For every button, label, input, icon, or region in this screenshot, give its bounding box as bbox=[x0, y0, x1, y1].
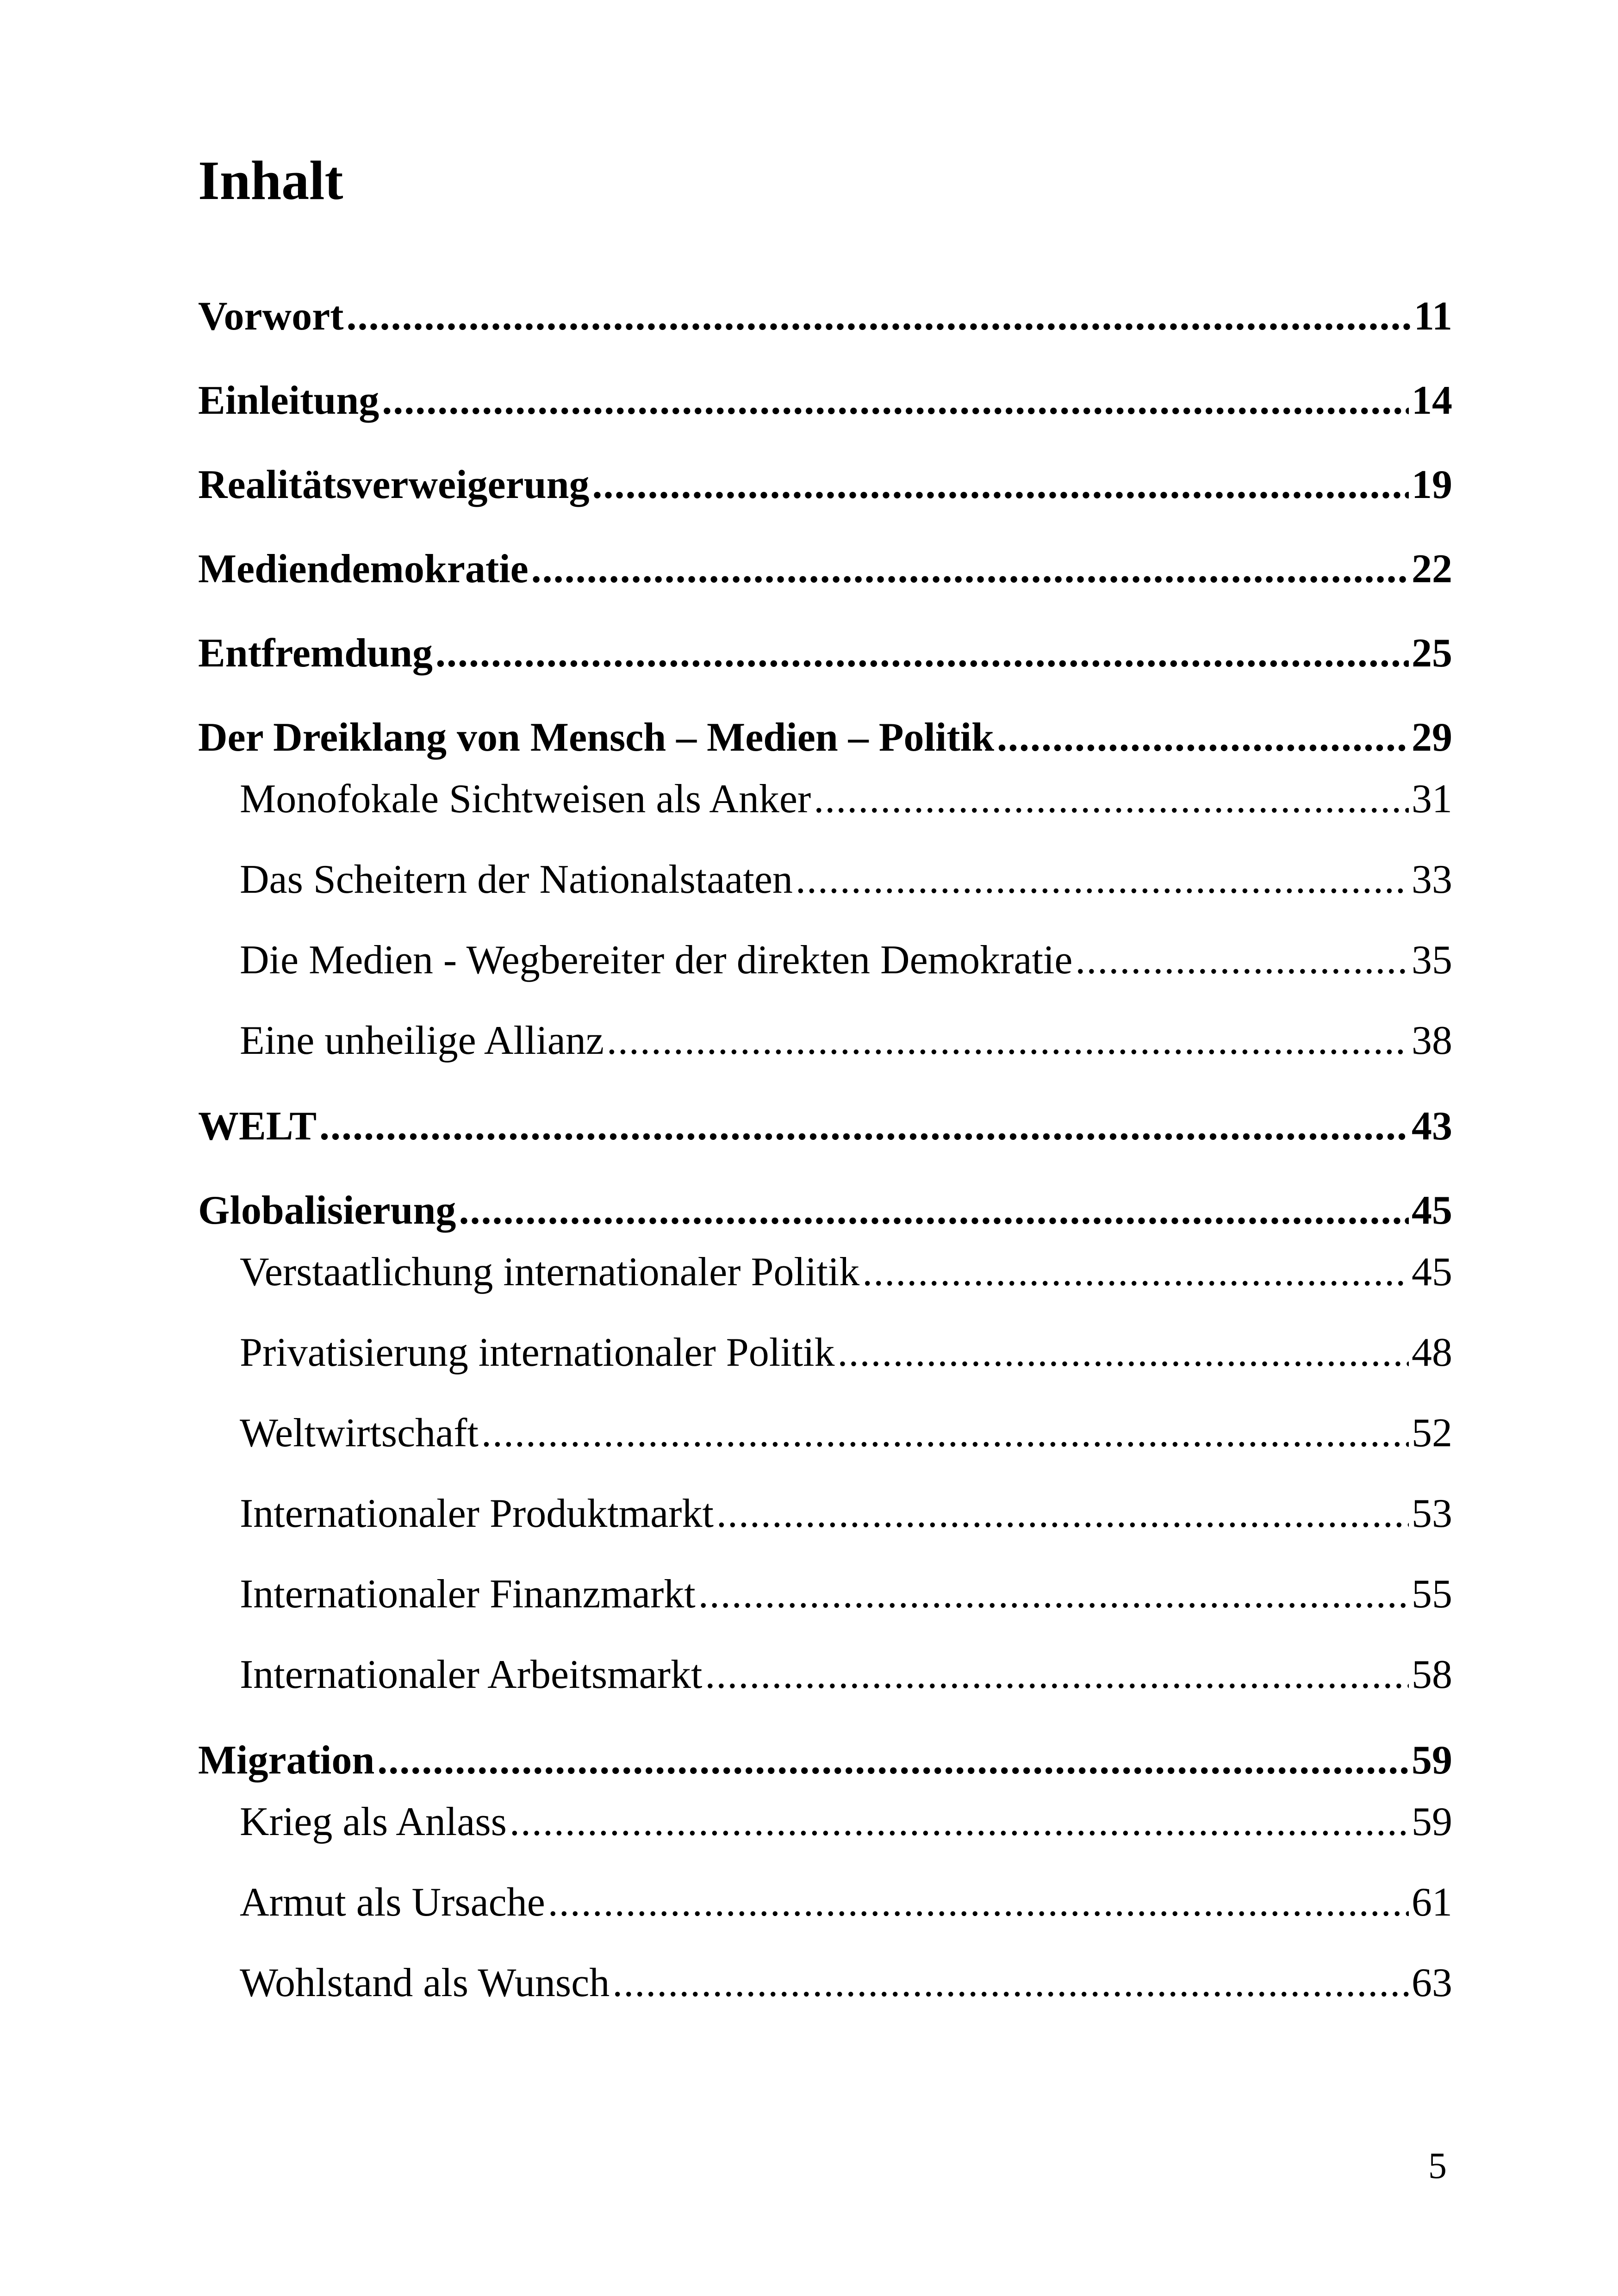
toc-entry-label: Mediendemokratie bbox=[198, 547, 529, 591]
toc-entry[interactable] bbox=[198, 717, 1452, 758]
page-number: 5 bbox=[1428, 2146, 1447, 2186]
toc-subentry-page: 33 bbox=[1412, 857, 1452, 902]
toc-subentry[interactable] bbox=[240, 859, 1452, 900]
toc-entry[interactable] bbox=[198, 549, 1452, 590]
page-title: Inhalt bbox=[198, 149, 343, 211]
toc-subentry-label: Das Scheitern der Nationalstaaten bbox=[240, 857, 793, 902]
toc-entry[interactable] bbox=[198, 1106, 1452, 1147]
toc-entry-label: Globalisierung bbox=[198, 1188, 456, 1233]
dot-leader bbox=[592, 465, 1409, 505]
toc-entry[interactable] bbox=[198, 462, 1452, 507]
toc-subentry[interactable] bbox=[240, 1332, 1452, 1373]
toc-subentry[interactable] bbox=[240, 1960, 1452, 2005]
dot-leader bbox=[612, 1963, 1409, 2004]
toc-entry-page: 25 bbox=[1412, 631, 1452, 676]
dot-leader bbox=[796, 859, 1409, 900]
toc-subentry[interactable] bbox=[240, 1413, 1452, 1454]
dot-leader bbox=[531, 549, 1409, 590]
toc-entry-page: 19 bbox=[1412, 462, 1452, 507]
dot-leader bbox=[698, 1574, 1409, 1615]
dot-leader bbox=[510, 1802, 1409, 1842]
toc-subentry[interactable] bbox=[240, 1882, 1452, 1923]
toc-subentry-label: Wohlstand als Wunsch bbox=[240, 1960, 610, 2005]
toc-entry-label: Realitätsverweigerung bbox=[198, 462, 590, 507]
dot-leader bbox=[382, 380, 1409, 421]
dot-leader bbox=[716, 1493, 1409, 1534]
dot-leader bbox=[459, 1190, 1409, 1231]
toc-subentry-label: Krieg als Anlass bbox=[240, 1799, 507, 1844]
dot-leader bbox=[1075, 940, 1409, 981]
toc-subentry-page: 31 bbox=[1412, 777, 1452, 821]
toc-entry-label: Migration bbox=[198, 1738, 375, 1783]
toc-entry-page: 11 bbox=[1413, 294, 1452, 339]
dot-leader bbox=[607, 1020, 1409, 1061]
toc-entry[interactable] bbox=[198, 1190, 1452, 1231]
toc-subentry-page: 61 bbox=[1412, 1880, 1452, 1925]
toc-entry-page: 43 bbox=[1412, 1104, 1452, 1149]
toc-subentry[interactable] bbox=[240, 940, 1452, 981]
toc-subentry[interactable] bbox=[240, 1252, 1452, 1293]
dot-leader bbox=[436, 633, 1409, 674]
toc-entry[interactable] bbox=[198, 296, 1452, 337]
dot-leader bbox=[319, 1106, 1409, 1147]
toc-subentry-page: 38 bbox=[1412, 1018, 1452, 1063]
toc-subentry[interactable] bbox=[240, 1020, 1452, 1061]
toc-entry-label: WELT bbox=[198, 1104, 317, 1149]
toc-subentry-label: Internationaler Finanzmarkt bbox=[240, 1572, 696, 1617]
toc-subentry-page: 48 bbox=[1412, 1330, 1452, 1375]
dot-leader bbox=[548, 1882, 1409, 1923]
toc-entry[interactable] bbox=[198, 633, 1452, 674]
toc-subentry-page: 53 bbox=[1412, 1491, 1452, 1536]
toc-entry[interactable] bbox=[198, 1740, 1452, 1781]
dot-leader bbox=[862, 1252, 1409, 1293]
toc-subentry[interactable] bbox=[240, 1574, 1452, 1615]
toc-subentry-label: Privatisierung internationaler Politik bbox=[240, 1330, 835, 1375]
toc-subentry-label: Eine unheilige Allianz bbox=[240, 1018, 604, 1063]
dot-leader bbox=[838, 1332, 1409, 1373]
toc-subentry-page: 59 bbox=[1412, 1799, 1452, 1844]
toc-subentry-label: Armut als Ursache bbox=[240, 1880, 545, 1925]
toc-subentry-page: 45 bbox=[1412, 1250, 1452, 1294]
toc-entry-page: 22 bbox=[1412, 547, 1452, 591]
toc-subentry-label: Verstaatlichung internationaler Politik bbox=[240, 1250, 860, 1294]
toc-subentry-label: Internationaler Arbeitsmarkt bbox=[240, 1652, 703, 1697]
dot-leader bbox=[377, 1740, 1409, 1781]
toc-entry-label: Vorwort bbox=[198, 294, 344, 339]
toc-entry-label: Entfremdung bbox=[198, 631, 433, 676]
toc-entry-page: 14 bbox=[1412, 378, 1452, 423]
toc-subentry-label: Die Medien - Wegbereiter der direkten Demokratie bbox=[240, 938, 1073, 983]
toc-subentry-label: Weltwirtschaft bbox=[240, 1411, 479, 1456]
dot-leader bbox=[705, 1655, 1409, 1695]
toc-subentry-page: 58 bbox=[1412, 1652, 1452, 1697]
toc-entry-label: Einleitung bbox=[198, 378, 380, 423]
toc-subentry[interactable] bbox=[240, 1652, 1452, 1697]
toc-subentry-page: 63 bbox=[1412, 1960, 1452, 2005]
toc-subentry-label: Internationaler Produktmarkt bbox=[240, 1491, 714, 1536]
toc-entry-page: 59 bbox=[1412, 1738, 1452, 1783]
toc-entry[interactable] bbox=[198, 380, 1452, 421]
toc-subentry-page: 35 bbox=[1412, 938, 1452, 983]
dot-leader bbox=[997, 717, 1409, 758]
toc-entry-page: 29 bbox=[1412, 715, 1452, 760]
dot-leader bbox=[346, 296, 1411, 337]
toc-subentry[interactable] bbox=[240, 1799, 1452, 1844]
toc-subentry[interactable] bbox=[240, 1493, 1452, 1534]
toc-subentry[interactable] bbox=[240, 779, 1452, 820]
toc-entry-page: 45 bbox=[1412, 1188, 1452, 1233]
toc-subentry-page: 55 bbox=[1412, 1572, 1452, 1617]
toc-subentry-label: Monofokale Sichtweisen als Anker bbox=[240, 777, 811, 821]
toc-subentry-page: 52 bbox=[1412, 1411, 1452, 1456]
dot-leader bbox=[814, 779, 1409, 820]
toc-entry-label: Der Dreiklang von Mensch – Medien – Politik bbox=[198, 715, 995, 760]
dot-leader bbox=[481, 1413, 1409, 1454]
